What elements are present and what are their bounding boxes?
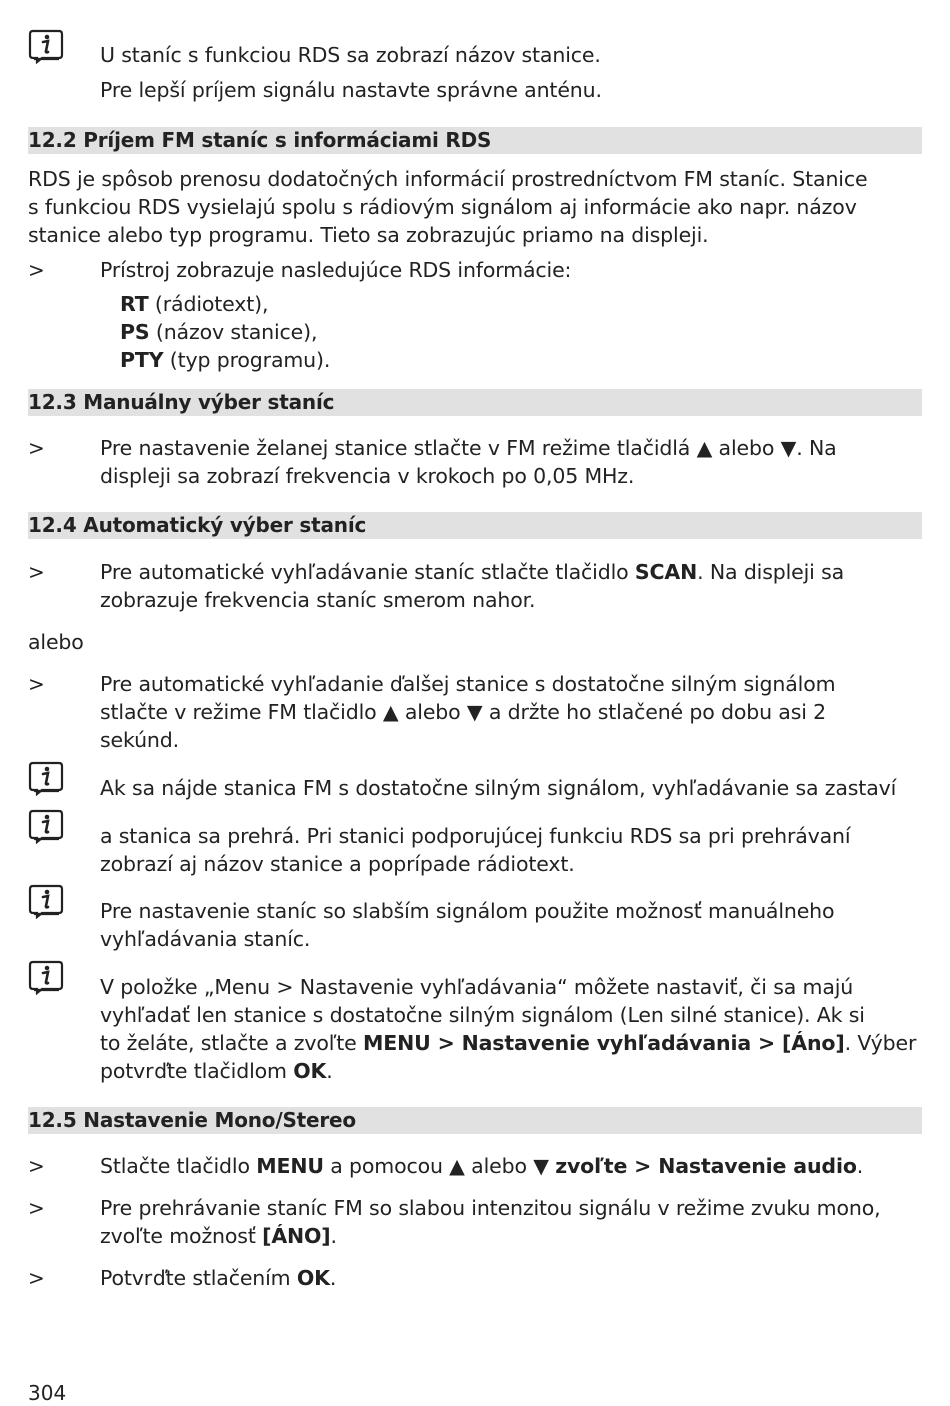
bullet-text: zvoľte možnosť [ÁNO]. bbox=[100, 1224, 337, 1248]
bullet-text: zobrazuje frekvencia staníc smerom nahor. bbox=[100, 588, 536, 612]
rds-item-rt: RT (rádiotext), bbox=[120, 292, 269, 316]
info-icon bbox=[28, 808, 64, 844]
paragraph-line: s funkciou RDS vysielajú spolu s rádiovým signálom aj informácie ako napr. názov bbox=[28, 195, 857, 219]
alebo-text: alebo bbox=[28, 630, 84, 654]
info-icon bbox=[28, 959, 64, 995]
info-text-line: to želáte, stlačte a zvoľte MENU > Nastavenie vyhľadávania > [Áno]. Výber bbox=[100, 1031, 917, 1055]
info-text-line: vyhľadávania staníc. bbox=[100, 927, 311, 951]
bullet-marker: > bbox=[28, 672, 45, 696]
info-icon bbox=[28, 883, 64, 919]
bullet-text: Pre automatické vyhľadanie ďalšej stanice s dostatočne silným signálom bbox=[100, 672, 836, 696]
rds-item-pty: PTY (typ programu). bbox=[120, 348, 331, 372]
info-text-line: a stanica sa prehrá. Pri stanici podporujúcej funkciu RDS sa pri prehrávaní bbox=[100, 824, 851, 848]
bullet-text: Stlačte tlačidlo MENU a pomocou ▲ alebo ▼ zvoľte > Nastavenie audio. bbox=[100, 1154, 864, 1178]
bullet-marker: > bbox=[28, 560, 45, 584]
bullet-text: sekúnd. bbox=[100, 728, 179, 752]
bullet-text: Pre automatické vyhľadávanie staníc stlačte tlačidlo SCAN. Na displeji sa bbox=[100, 560, 845, 584]
section-heading-12-4: 12.4 Automatický výber staníc bbox=[28, 512, 922, 539]
info-text-line: zobrazí aj názov stanice a poprípade rádiotext. bbox=[100, 852, 575, 876]
bullet-text: Pre nastavenie želanej stanice stlačte v FM režime tlačidlá ▲ alebo ▼. Na bbox=[100, 436, 837, 460]
info-text-line: Ak sa nájde stanica FM s dostatočne silným signálom, vyhľadávanie sa zastaví bbox=[100, 776, 897, 800]
bullet-marker: > bbox=[28, 258, 45, 282]
section-heading-12-3: 12.3 Manuálny výber staníc bbox=[28, 389, 922, 416]
info-text-line: V položke „Menu > Nastavenie vyhľadávania“ môžete nastaviť, či sa majú bbox=[100, 975, 854, 999]
bullet-text: Pre prehrávanie staníc FM so slabou intenzitou signálu v režime zvuku mono, bbox=[100, 1196, 881, 1220]
section-heading-12-5: 12.5 Nastavenie Mono/Stereo bbox=[28, 1107, 922, 1134]
paragraph-line: RDS je spôsob prenosu dodatočných informácií prostredníctvom FM staníc. Stanice bbox=[28, 167, 868, 191]
bullet-text: stlačte v režime FM tlačidlo ▲ alebo ▼ a držte ho stlačené po dobu asi 2 bbox=[100, 700, 827, 724]
info-text-line: Pre nastavenie staníc so slabším signálom použite možnosť manuálneho bbox=[100, 899, 835, 923]
bullet-marker: > bbox=[28, 1266, 45, 1290]
bullet-marker: > bbox=[28, 436, 45, 460]
info-icon bbox=[28, 28, 64, 64]
bullet-text: Potvrďte stlačením OK. bbox=[100, 1266, 337, 1290]
section-heading-12-2: 12.2 Príjem FM staníc s informáciami RDS bbox=[28, 127, 922, 154]
bullet-marker: > bbox=[28, 1154, 45, 1178]
paragraph-line: stanice alebo typ programu. Tieto sa zobrazujúc priamo na displeji. bbox=[28, 223, 709, 247]
bullet-text: Prístroj zobrazuje nasledujúce RDS informácie: bbox=[100, 258, 572, 282]
info-text-line: U staníc s funkciou RDS sa zobrazí názov stanice. bbox=[100, 43, 601, 67]
rds-item-ps: PS (názov stanice), bbox=[120, 320, 318, 344]
page-number: 304 bbox=[28, 1381, 67, 1405]
info-text-line: potvrďte tlačidlom OK. bbox=[100, 1059, 333, 1083]
bullet-text: displeji sa zobrazí frekvencia v krokoch po 0,05 MHz. bbox=[100, 464, 635, 488]
bullet-marker: > bbox=[28, 1196, 45, 1220]
info-text-line: Pre lepší príjem signálu nastavte správne anténu. bbox=[100, 78, 602, 102]
info-icon bbox=[28, 760, 64, 796]
info-text-line: vyhľadať len stanice s dostatočne silným signálom (Len silné stanice). Ak si bbox=[100, 1003, 865, 1027]
